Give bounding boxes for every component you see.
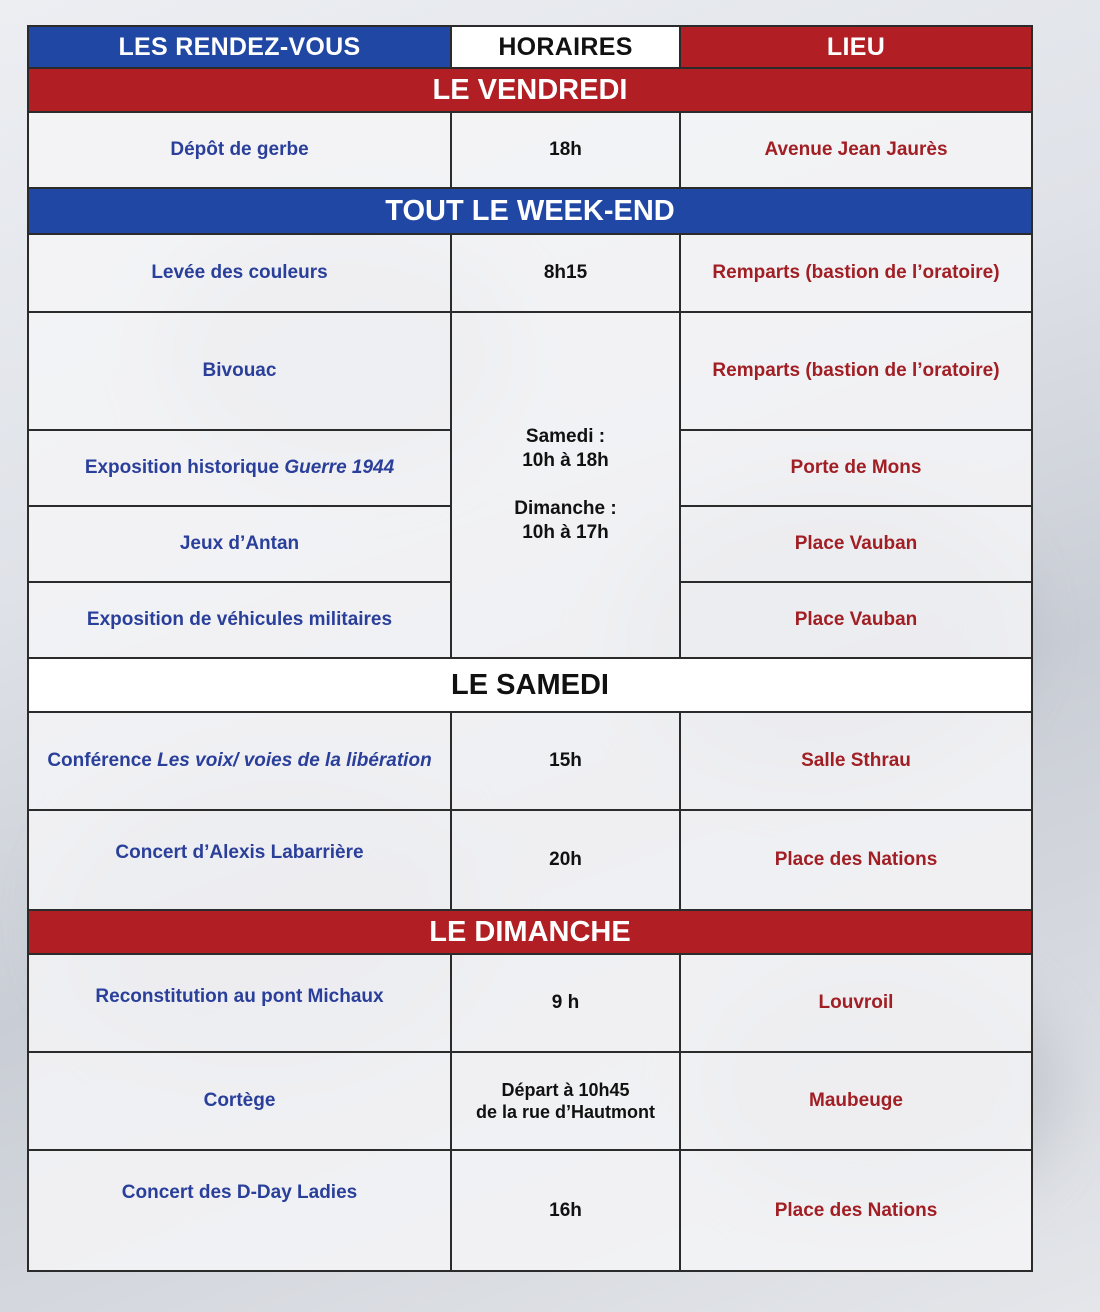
time-cell: 16h	[450, 1149, 681, 1272]
header-horaires: HORAIRES	[450, 25, 681, 69]
header-rendez-vous: LES RENDEZ-VOUS	[27, 25, 452, 69]
event-cell	[27, 711, 452, 811]
place-cell: Maubeuge	[679, 1051, 1033, 1151]
event-cell: Cortège	[27, 1051, 452, 1151]
event-text: Exposition historique	[84, 457, 285, 478]
place-cell: Salle Sthrau	[679, 711, 1033, 811]
event-text: Conférence	[47, 750, 158, 771]
time-cell: 18h	[450, 111, 681, 189]
time-line-2: de la rue d’Hautmont	[475, 1102, 655, 1122]
place-cell: Remparts (bastion de l’oratoire)	[679, 311, 1033, 431]
event-cell: Dépôt de gerbe	[27, 111, 452, 189]
event-cell: Levée des couleurs	[27, 233, 452, 313]
event-cell: Jeux d’Antan	[27, 505, 452, 583]
event-cell: Concert d’Alexis Labarrière	[27, 809, 452, 911]
sunday-hours: 10h à 17h	[522, 522, 609, 543]
event-italic-text: Les voix/ voies de la libération	[157, 750, 432, 771]
weekend-hours-cell	[450, 311, 681, 659]
saturday-hours: 10h à 18h	[522, 450, 609, 471]
sunday-label: Dimanche :	[514, 498, 617, 519]
event-cell	[27, 429, 452, 507]
place-cell: Place des Nations	[679, 1149, 1033, 1272]
section-weekend: TOUT LE WEEK-END	[27, 187, 1033, 235]
place-cell: Avenue Jean Jaurès	[679, 111, 1033, 189]
place-cell: Place Vauban	[679, 581, 1033, 659]
time-cell: 20h	[450, 809, 681, 911]
place-cell: Louvroil	[679, 953, 1033, 1053]
time-cell: 15h	[450, 711, 681, 811]
place-cell: Place Vauban	[679, 505, 1033, 583]
time-cell: 8h15	[450, 233, 681, 313]
event-cell: Exposition de véhicules militaires	[27, 581, 452, 659]
time-line-1: Départ à 10h45	[501, 1080, 630, 1100]
saturday-label: Samedi :	[525, 426, 606, 447]
section-samedi: LE SAMEDI	[27, 657, 1033, 713]
place-cell: Remparts (bastion de l’oratoire)	[679, 233, 1033, 313]
event-cell: Reconstitution au pont Michaux	[27, 953, 452, 1053]
time-cell	[450, 1051, 681, 1151]
section-dimanche: LE DIMANCHE	[27, 909, 1033, 955]
time-cell: 9 h	[450, 953, 681, 1053]
place-cell: Place des Nations	[679, 809, 1033, 911]
event-italic-text: Guerre 1944	[284, 457, 395, 478]
event-cell: Concert des D-Day Ladies	[27, 1149, 452, 1272]
place-cell: Porte de Mons	[679, 429, 1033, 507]
section-vendredi: LE VENDREDI	[27, 67, 1033, 113]
header-lieu: LIEU	[679, 25, 1033, 69]
schedule-table	[27, 25, 1033, 1272]
event-cell: Bivouac	[27, 311, 452, 431]
